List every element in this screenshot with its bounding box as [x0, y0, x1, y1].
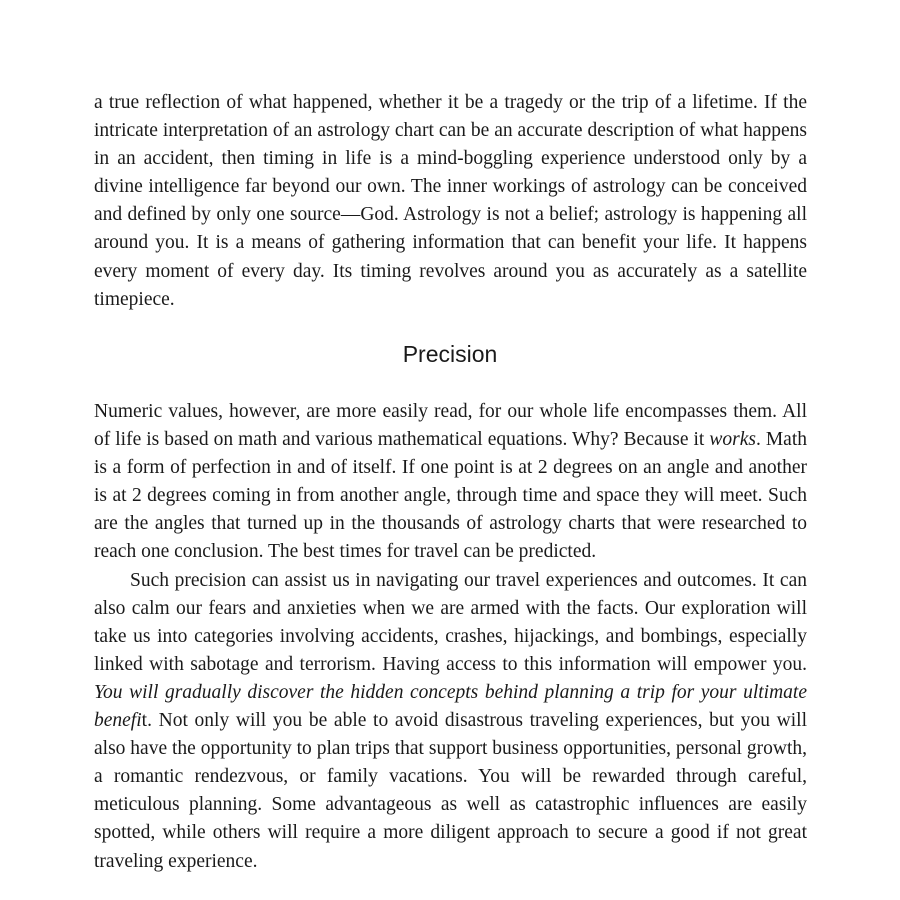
paragraph-text: Such precision can assist us in navigating our travel experiences and outcomes. It can also calm our fears and anxieties when we are armed with the facts. Our exploration will take us into categories involving accidents, crashes, hijackings, and bombings, especially linked with sabotage and terrorism. Having access to this information will empower you.	[94, 569, 807, 675]
paragraph-numeric-values	[94, 398, 807, 567]
italic-emphasis: works	[709, 429, 756, 451]
section-text-block	[94, 398, 807, 876]
section-heading: Precision	[402, 341, 498, 367]
paragraph-text: t. Not only will you be able to avoid disastrous traveling experiences, but you will also have the opportunity to plan trips that support business opportunities, personal growth, a romantic rendezvous, or family vacations. You will be rewarded through careful, meticulous planning. Some advantageous as well as catastrophic influences are easily spotted, while others will require a more diligent approach to secure a good if not great traveling experience.	[94, 710, 807, 872]
intro-text-block	[94, 89, 807, 314]
paragraph-text: . Math is a form of perfection in and of itself. If one point is at 2 degrees on an angle and another is at 2 degrees coming in from another angle, through time and space they will meet. Such are the angles that turned up in the thousands of astrology charts that were researched to reach one conclusion. The best times for travel can be predicted.	[94, 429, 807, 563]
paragraph-text: Numeric values, however, are more easily read, for our whole life encompasses them. All of life is based on math and various mathematical equations. Why? Because it	[94, 401, 807, 451]
paragraph-such-precision	[94, 567, 807, 876]
italic-emphasis: You will gradually discover the hidden concepts behind planning a trip for your ultimate benefi	[94, 681, 807, 732]
intro-paragraph: a true reflection of what happened, whether it be a tragedy or the trip of a lifetime. If the intricate interpretation of an astrology chart can be an accurate description of what happens in an accident, then timing in life is a mind-boggling experience understood only by a divine intelligence far beyond our own. The inner workings of astrology can be conceived and defined by only one source—God. Astrology is not a belief; astrology is happening all around you. It is a means of gathering information that can benefit your life. It happens every moment of every day. Its timing revolves around you as accurately as a satellite timepiece.	[94, 92, 807, 310]
